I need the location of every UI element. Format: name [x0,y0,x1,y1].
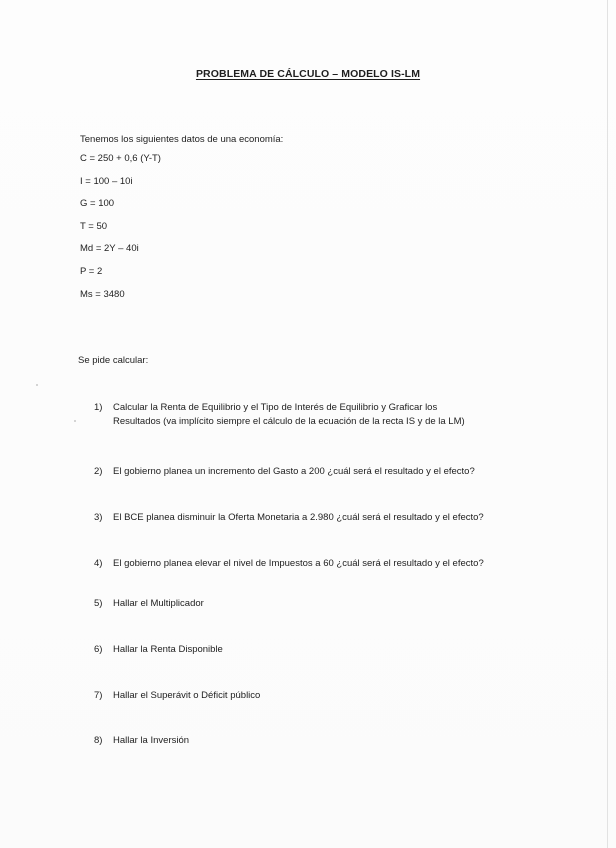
problem-item [94,689,260,703]
problem-text-line2: Resultados (va implícito siempre el cálculo de la ecuación de la recta IS y de la LM) [113,416,465,427]
problem-number: 7) [94,690,103,701]
problem-text: Hallar el Multiplicador [113,598,204,609]
problem-item [94,401,465,429]
problem-text: El gobierno planea un incremento del Gasto a 200 ¿cuál será el resultado y el efecto? [113,466,475,477]
data-item-price-level: P = 2 [80,265,103,277]
problem-number: 1) [94,402,103,413]
intro-text: Tenemos los siguientes datos de una economía: [80,134,284,145]
problem-text: El BCE planea disminuir la Oferta Monetaria a 2.980 ¿cuál será el resultado y el efecto? [113,512,484,523]
problem-text: Hallar el Superávit o Déficit público [113,690,261,701]
problem-number: 3) [94,512,103,523]
page-edge [607,0,608,848]
problem-item [94,597,204,611]
economy-data-list [80,153,161,311]
scan-speck [74,420,76,422]
title-text: PROBLEMA DE CÁLCULO – MODELO IS-LM [195,68,421,80]
data-item-money-demand: Md = 2Y – 40i [80,243,139,255]
problem-item [94,557,484,571]
problem-text [113,401,465,429]
problem-text-line1: Calcular la Renta de Equilibrio y el Tipo de Interés de Equilibrio y Graficar los [113,402,438,413]
problem-number: 4) [94,558,103,569]
problem-item [94,734,189,748]
document-title [0,68,616,80]
problem-text: Hallar la Inversión [113,735,190,746]
problem-item [94,643,223,657]
problem-text: Hallar la Renta Disponible [113,644,223,655]
problem-number: 8) [94,735,103,746]
data-item-money-supply: Ms = 3480 [80,288,125,300]
ask-text: Se pide calcular: [78,355,149,366]
problem-number: 5) [94,598,103,609]
problem-text: El gobierno planea elevar el nivel de Impuestos a 60 ¿cuál será el resultado y el efecto? [113,558,484,569]
problem-number: 2) [94,466,103,477]
data-item-taxes: T = 50 [80,220,108,232]
problem-number: 6) [94,644,103,655]
problem-item [94,465,475,479]
problem-item [94,511,484,525]
data-item-consumption: C = 250 + 0,6 (Y-T) [80,153,161,164]
data-item-investment: I = 100 – 10i [80,175,133,187]
scan-speck [36,384,38,386]
data-item-government-spending: G = 100 [80,198,115,210]
